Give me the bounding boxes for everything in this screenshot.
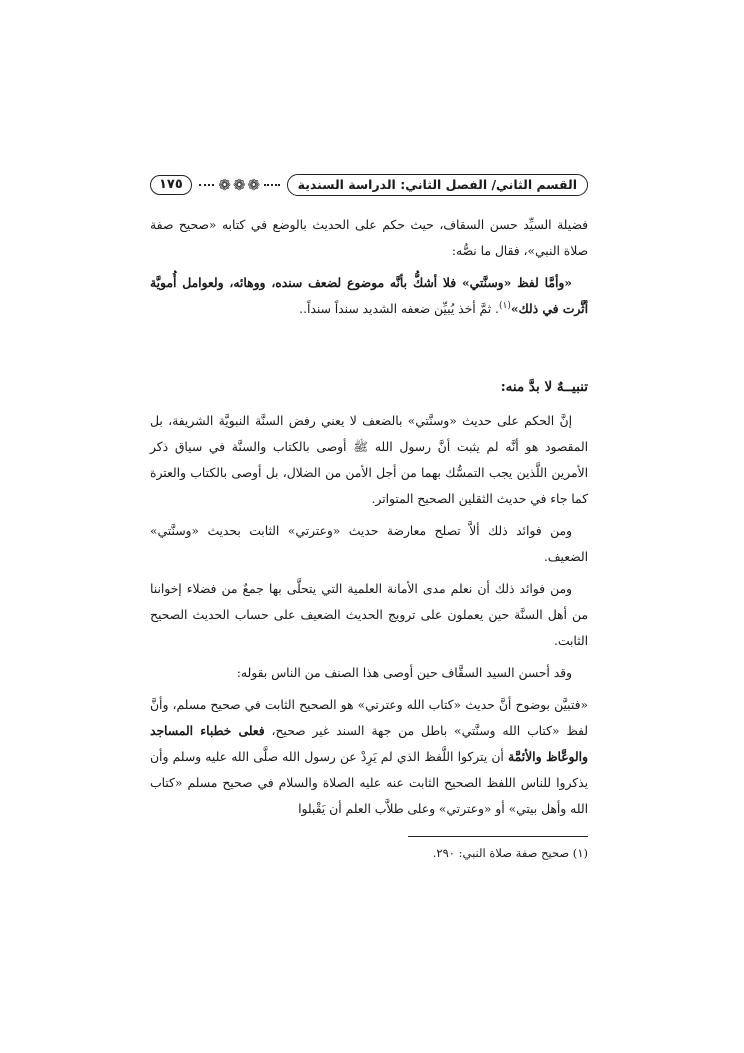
paragraph-text: . ثمَّ أخذ يُبيِّن ضعفه الشديد سنداً سنداً.. — [299, 302, 499, 316]
quote-paragraph — [150, 692, 588, 822]
paragraph: فضيلة السيِّد حسن السقاف، حيث حكم على الحديث بالوضع في كتابه «صحيح صفة صلاة النبي»، فقال ما نصُّه: — [150, 218, 588, 258]
running-head — [150, 168, 588, 202]
paragraph: وقد أحسن السيد السقَّاف حين أوصى هذا الصنف من الناس بقوله: — [236, 666, 572, 680]
section-heading: تنبيــهٌ لا بدَّ منه: — [500, 379, 588, 395]
footnote-rule — [408, 836, 588, 837]
page — [150, 168, 588, 865]
rosette-ornament-icon: ❁ — [232, 175, 246, 194]
running-head-title: القسم الثاني/ الفصل الثاني: الدراسة السندية — [287, 174, 588, 196]
paragraph: ومن فوائد ذلك أن نعلم مدى الأمانة العلمية التي يتحلَّى بها جمعٌ من فضلاء إخواننا من أهل السنَّة حين يعملون على ترويج الحديث الضعيف على حساب الحديث الصحيح الثابت. — [150, 582, 588, 648]
bold-phrase: فعلى خطباء المساجد والوعَّاظ والأئمَّة — [150, 723, 588, 764]
paragraph: إنَّ الحكم على حديث «وسنَّتي» بالضعف لا يعني رفض السنَّة النبويَّة الشريفة، بل المقصود هو أنَّه لم يثبت أنَّ رسول الله ﷺ أوصى بالكتاب والسنَّة في سياق ذكر الأمرين اللَّذين يجب التمسُّك بهما من أجل الأمن من الضلال، بل أوصى بالكتاب والعترة كما جاء في حديث الثقلين الصحيح المتواتر. — [150, 414, 588, 506]
page-body — [150, 212, 588, 822]
header-ornament — [196, 175, 283, 194]
footnote-reference: (١) — [498, 300, 511, 311]
dotted-rule — [199, 184, 215, 186]
bold-quote: «وأمَّا لفظ «وسنَّتي» فلا أشكُّ بأنَّه موضوع لضعف سنده، ووهائه، ولعوامل أُمويَّة أثَّرت في ذلك» — [150, 275, 588, 316]
paragraph: ومن فوائد ذلك ألاَّ تصلح معارضة حديث «وعترتي» الثابت بحديث «وسنَّتي» الضعيف. — [150, 524, 588, 564]
page-number: ١٧٥ — [150, 175, 192, 195]
paragraph-text: «فتبيَّن بوضوح أنَّ حديث «كتاب الله وعترتي» هو الصحيح الثابت في صحيح مسلم، وأنَّ لفظ «كتاب الله وسنَّتي» باطل من جهة السند غير صحيح، — [150, 698, 588, 738]
rosette-ornament-icon: ❁ — [247, 175, 261, 194]
quote-paragraph — [150, 270, 588, 322]
rosette-ornament-icon: ❁ — [218, 175, 231, 194]
paragraph-text: أن يتركوا اللَّفظ الذي لم يَرِدْ عن رسول الله صلَّى الله عليه وسلم وأن يذكروا للناس اللفظ الصحيح الثابت عنه عليه الصلاة والسلام في صحيح مسلم «كتاب الله وأهل بيتي» أو «وعترتي» وعلى طلاَّب العلم أن يَقْبلوا — [150, 750, 588, 816]
footnote: (١) صحيح صفة صلاة النبي: ٢٩٠. — [432, 846, 588, 860]
dotted-rule — [264, 184, 280, 186]
spacer — [150, 328, 588, 374]
